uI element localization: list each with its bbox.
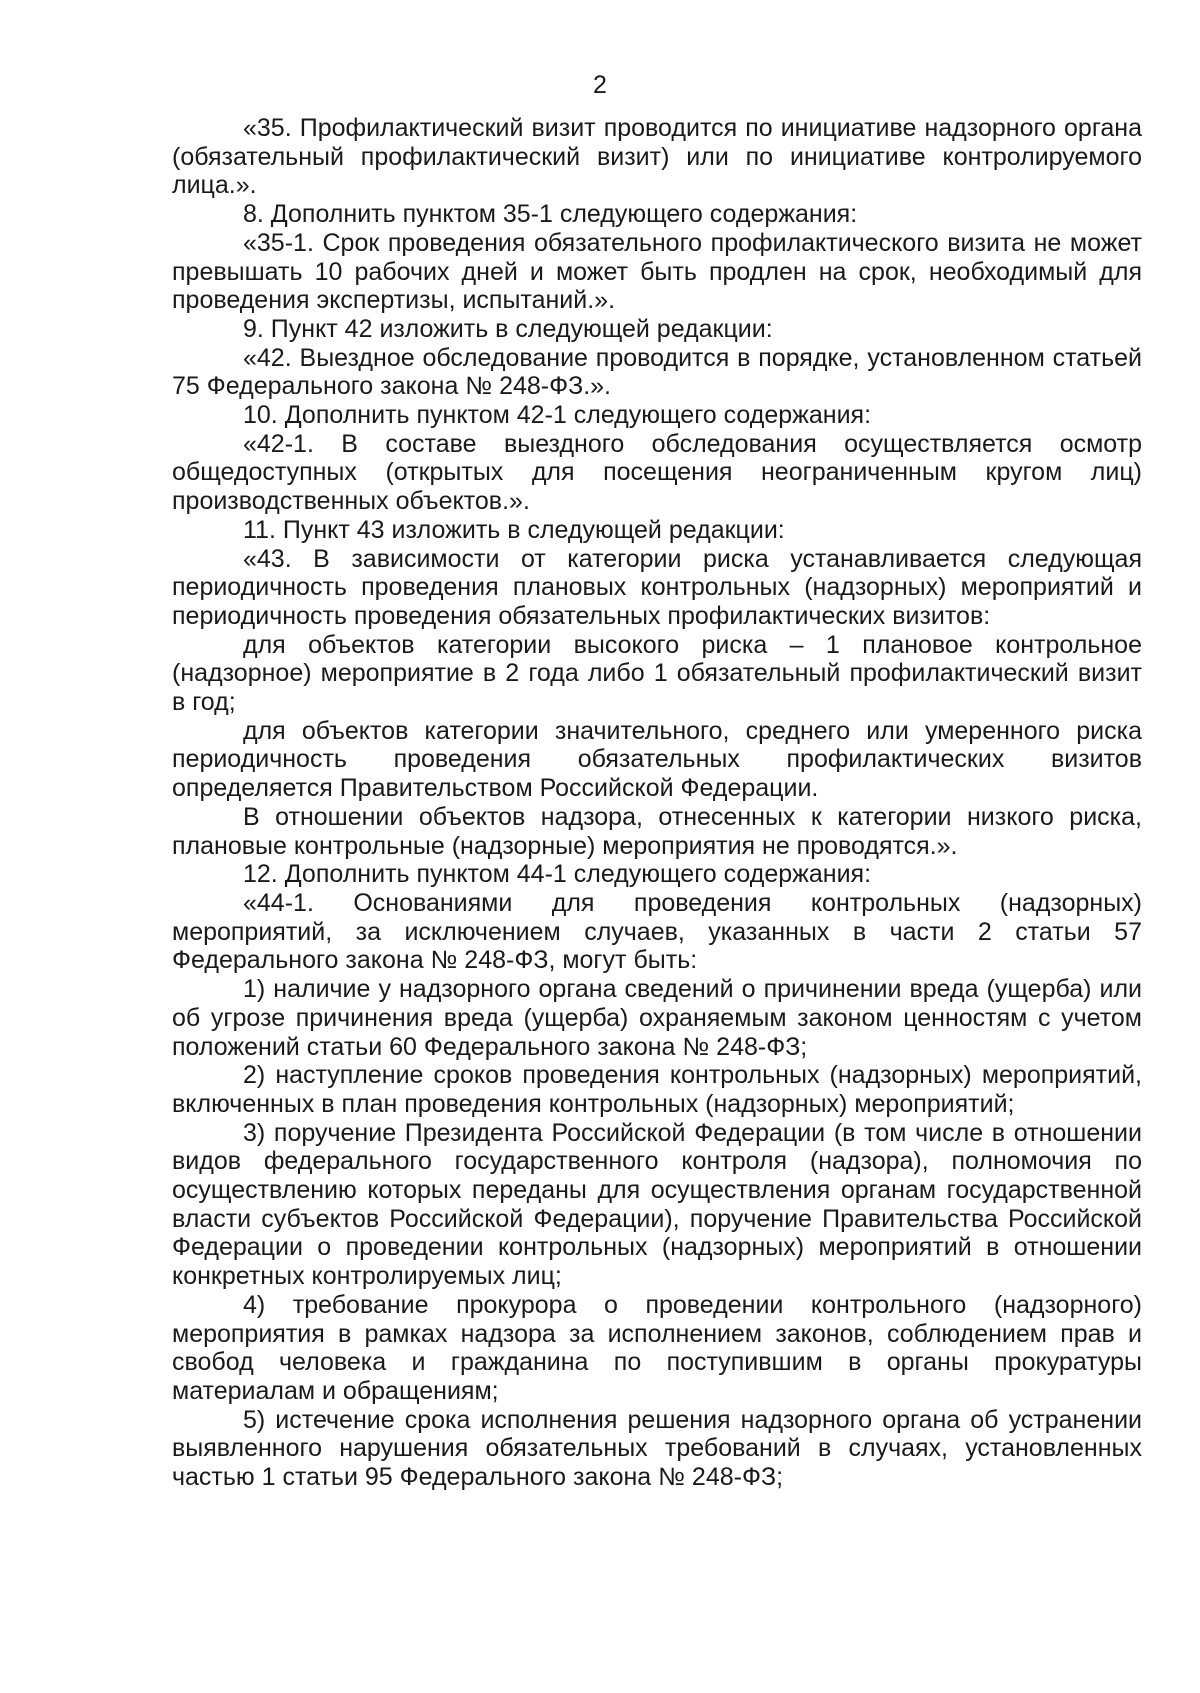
paragraph-44-1: «44-1. Основаниями для проведения контрольных (надзорных) мероприятий, за исключением случаев, указанных в части 2 статьи 57 Федерального закона № 248-ФЗ, могут быть:: [172, 888, 1142, 975]
page-number: 2: [593, 71, 607, 99]
paragraph-43: «43. В зависимости от категории риска устанавливается следующая периодичность проведения плановых контрольных (надзорных) мероприятий и периодичность проведения обязательных профилактических визитов:: [172, 544, 1142, 630]
paragraph-item-8: 8. Дополнить пунктом 35-1 следующего содержания:: [243, 200, 858, 229]
paragraph-44-1-basis-5: 5) истечение срока исполнения решения надзорного органа об устранении выявленного нарушения обязательных требований в случаях, установленных частью 1 статьи 95 Федерального закона № 248-ФЗ;: [172, 1405, 1142, 1492]
paragraph-44-1-basis-3: 3) поручение Президента Российской Федерации (в том числе в отношении видов федерального государственного контроля (надзора), полномочия по осуществлению которых переданы для осуществления органам государственной власти субъектов Российской Федерации), поручение Правительства Российской Федерации о проведении контрольных (надзорных) мероприятий в отношении конкретных контролируемых лиц;: [172, 1118, 1142, 1291]
paragraph-44-1-basis-4: 4) требование прокурора о проведении контрольного (надзорного) мероприятия в рамках надзора за исполнением законов, соблюдением прав и свобод человека и гражданина по поступившим в органы прокуратуры материалам и обращениям;: [172, 1290, 1142, 1405]
paragraph-item-9: 9. Пункт 42 изложить в следующей редакции:: [243, 314, 773, 343]
paragraph-44-1-basis-2: 2) наступление сроков проведения контрольных (надзорных) мероприятий, включенных в план проведения контрольных (надзорных) мероприятий;: [172, 1061, 1142, 1118]
paragraph-42: «42. Выездное обследование проводится в порядке, установленном статьей 75 Федерального закона № 248-ФЗ.».: [172, 343, 1142, 401]
paragraph-43-low-risk: В отношении объектов надзора, отнесенных к категории низкого риска, плановые контрольные (надзорные) мероприятия не проводятся.».: [172, 802, 1142, 860]
paragraph-item-11: 11. Пункт 43 изложить в следующей редакции:: [243, 515, 785, 544]
paragraph-44-1-basis-1: 1) наличие у надзорного органа сведений о причинении вреда (ущерба) или об угрозе причинения вреда (ущерба) охраняемым законом ценностям с учетом положений статьи 60 Федерального закона № 248-ФЗ;: [172, 975, 1142, 1061]
paragraph-item-12: 12. Дополнить пунктом 44-1 следующего содержания:: [243, 860, 872, 889]
paragraph-42-1: «42-1. В составе выездного обследования осуществляется осмотр общедоступных (открытых для посещения неограниченным кругом лиц) производственных объектов.».: [172, 429, 1142, 516]
paragraph-43-high-risk: для объектов категории высокого риска – 1 плановое контрольное (надзорное) мероприятие в 2 года либо 1 обязательный профилактический визит в год;: [172, 630, 1142, 717]
document-body: [172, 114, 1142, 1492]
paragraph-43-medium-risk: для объектов категории значительного, среднего или умеренного риска периодичность проведения обязательных профилактических визитов определяется Правительством Российской Федерации.: [172, 716, 1142, 803]
paragraph-item-10: 10. Дополнить пунктом 42-1 следующего содержания:: [243, 401, 872, 430]
paragraph-35-1: «35-1. Срок проведения обязательного профилактического визита не может превышать 10 рабочих дней и может быть продлен на срок, необходимый для проведения экспертизы, испытаний.».: [172, 228, 1142, 315]
paragraph-35: «35. Профилактический визит проводится по инициативе надзорного органа (обязательный профилактический визит) или по инициативе контролируемого лица.».: [172, 114, 1142, 200]
